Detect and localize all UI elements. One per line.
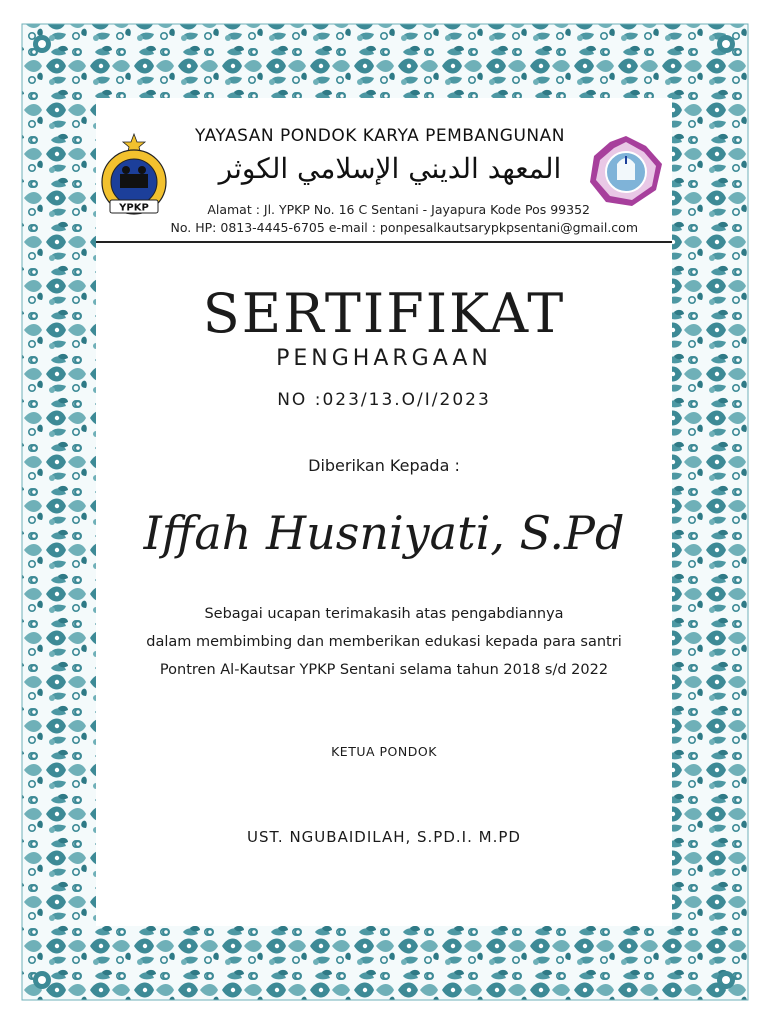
- body-line-2: dalam membimbing dan memberikan edukasi kepada para santri: [146, 634, 622, 650]
- signatory-role: KETUA PONDOK: [331, 744, 437, 759]
- certificate-subtitle: PENGHARGAAN: [276, 346, 492, 371]
- header-divider: [96, 241, 672, 243]
- org-name: YAYASAN PONDOK KARYA PEMBANGUNAN: [195, 126, 565, 146]
- recipient-name: Iffah Husniyati, S.Pd: [143, 506, 625, 560]
- org-address: Alamat : Jl. YPKP No. 16 C Sentani - Jayapura Kode Pos 99352: [207, 202, 590, 217]
- given-to-label: Diberikan Kepada :: [308, 456, 460, 475]
- org-contact: No. HP: 0813-4445-6705 e-mail : ponpesalkautsarypkpsentani@gmail.com: [170, 220, 638, 235]
- certificate-title: SERTIFIKAT: [202, 282, 566, 345]
- body-line-1: Sebagai ucapan terimakasih atas pengabdiannya: [204, 606, 564, 622]
- signatory-name: UST. NGUBAIDILAH, S.PD.I. M.PD: [247, 828, 521, 846]
- body-line-3: Pontren Al-Kautsar YPKP Sentani selama tahun 2018 s/d 2022: [159, 662, 609, 678]
- arabic-org-name: المعهد الديني الإسلامي الكوثر: [218, 152, 562, 185]
- certificate-number: NO :023/13.O/I/2023: [277, 390, 491, 410]
- logo-left-text: YPKP: [119, 202, 149, 214]
